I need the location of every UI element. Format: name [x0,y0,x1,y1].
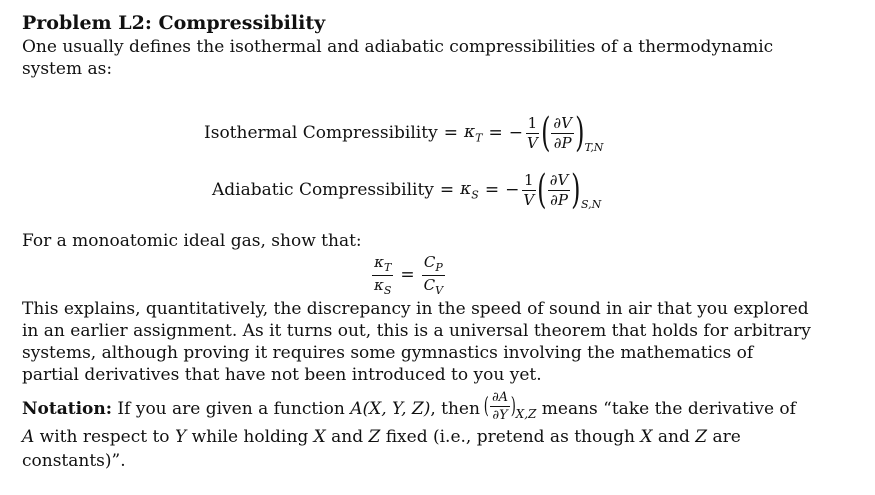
explanation-paragraph: This explains, quantitatively, the discrepancy in the speed of sound in air that you explored in an earlier assignment. As it turns out, this is a universal theorem that holds for arbitrary systems, although proving it requires some gymnastics involving the mathematics of partial derivatives that have not been introduced to you yet. [22,299,811,385]
isothermal-held-vars: T,N [584,140,604,154]
notation-paragraph: Notation: If you are given a function A(X, Y, Z), then ( $\frac{\partial A}{\partial Y}$ ) X,Z means “take the derivative of A with respect to Y while holding X and Z fixed (i.e., pretend as though X and Z are constants)”. [22,390,796,471]
equals-sign: = [439,180,455,200]
equals-sign: = [484,180,500,200]
isothermal-equation [204,110,604,156]
ratio-equation [22,252,812,298]
dv-dp: $\frac{\partial V}{\partial P}$ [553,113,572,152]
minus-sign: − [505,180,520,200]
intro-paragraph: One usually defines the isothermal and adiabatic compressibilities of a thermodynamic system as: [22,37,774,79]
kappa-t: $\kappa_T$ [463,121,483,145]
heat-capacity-ratio: $\frac{C_P}{C_V}$ [423,252,444,297]
right-paren: ) [575,110,585,156]
kappa-ratio: $\frac{\kappa_T}{\kappa_S}$ [374,252,392,297]
adiabatic-equation [212,167,602,213]
problem-title: Problem L2: Compressibility [22,12,326,34]
adiabatic-label: Adiabatic Compressibility [212,180,434,200]
kappa-s: $\kappa_S$ [460,178,479,202]
equals-sign: = [400,265,415,285]
one-over-v: $\frac{1}{V}$ [526,113,538,152]
partial-derivative-notation: ( $\frac{\partial A}{\partial Y}$ ) X,Z [484,390,537,423]
left-paren: ( [540,110,551,156]
right-paren: ) [571,167,581,213]
adiabatic-held-vars: S,N [581,197,602,211]
equals-sign: = [443,123,458,143]
equals-sign: = [488,123,503,143]
problem-document [22,10,812,473]
minus-sign: − [508,123,523,143]
isothermal-label: Isothermal Compressibility [204,123,438,143]
notation-label: Notation: [22,399,113,419]
left-paren: ( [537,167,547,213]
one-over-v: $\frac{1}{V}$ [523,170,535,209]
task-prompt: For a monoatomic ideal gas, show that: [22,231,362,251]
dv-dp: $\frac{\partial V}{\partial P}$ [549,170,569,209]
definitions-block [22,80,812,230]
